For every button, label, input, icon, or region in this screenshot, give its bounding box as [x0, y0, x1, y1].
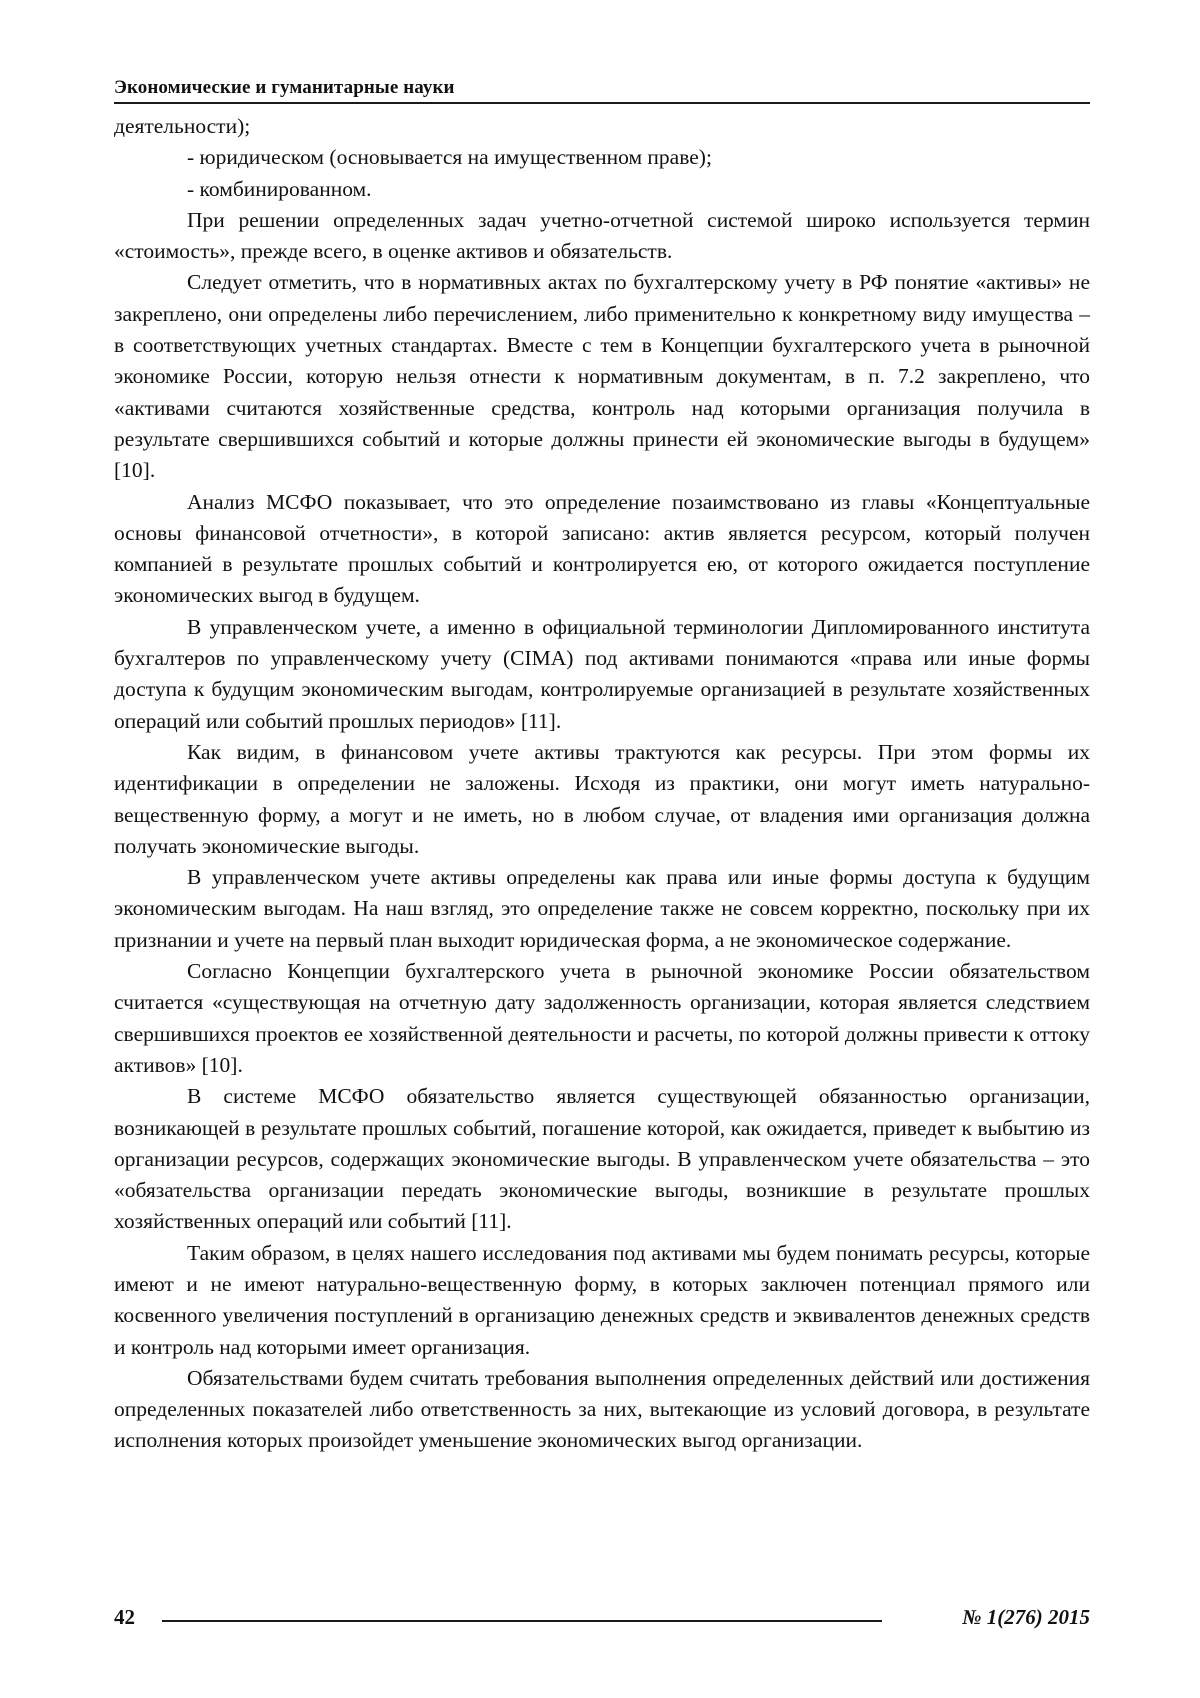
footer-divider: [162, 1620, 882, 1622]
list-item-combined: - комбинированном.: [114, 174, 1090, 205]
paragraph-continuation: деятельности);: [114, 111, 1090, 142]
issue-number: № 1(276) 2015: [962, 1605, 1090, 1630]
page-footer: [114, 1605, 1090, 1639]
page-number: 42: [114, 1605, 135, 1630]
paragraph: При решении определенных задач учетно-отчетной системой широко используется термин «стоимость», прежде всего, в оценке активов и обязательств.: [114, 205, 1090, 268]
paragraph: Как видим, в финансовом учете активы трактуются как ресурсы. При этом формы их идентификации в определении не заложены. Исходя из практики, они могут иметь натурально-вещественную форму, а могут и не иметь, но в любом случае, от владения ими организация должна получать экономические выгоды.: [114, 737, 1090, 862]
article-body: [114, 111, 1090, 1457]
paragraph: В управленческом учете активы определены как права или иные формы доступа к будущим экономическим выгодам. На наш взгляд, это определение также не совсем корректно, поскольку при их признании и учете на первый план выходит юридическая форма, а не экономическое содержание.: [114, 862, 1090, 956]
paragraph: В системе МСФО обязательство является существующей обязанностью организации, возникающей в результате прошлых событий, погашение которой, как ожидается, приведет к выбытию из организации ресурсов, содержащих экономические выгоды. В управленческом учете обязательства – это «обязательства организации передать экономические выгоды, возникшие в результате прошлых хозяйственных операций или событий [11].: [114, 1081, 1090, 1237]
paragraph: Согласно Концепции бухгалтерского учета в рыночной экономике России обязательством считается «существующая на отчетную дату задолженность организации, которая является следствием свершившихся проектов ее хозяйственной деятельности и расчеты, по которой должны привести к оттоку активов» [10].: [114, 956, 1090, 1081]
running-header: [114, 72, 1090, 104]
paragraph: Следует отметить, что в нормативных актах по бухгалтерскому учету в РФ понятие «активы» не закреплено, они определены либо перечислением, либо применительно к конкретному виду имущества – в соответствующих учетных стандартах. Вместе с тем в Концепции бухгалтерского учета в рыночной экономике России, которую нельзя отнести к нормативным документам, в п. 7.2 закреплено, что «активами считаются хозяйственные средства, контроль над которыми организация получила в результате свершившихся событий и которые должны принести ей экономические выгоды в будущем» [10].: [114, 267, 1090, 486]
paragraph: Обязательствами будем считать требования выполнения определенных действий или достижения определенных показателей либо ответственность за них, вытекающие из условий договора, в результате исполнения которых произойдет уменьшение экономических выгод организации.: [114, 1363, 1090, 1457]
paragraph: В управленческом учете, а именно в официальной терминологии Дипломированного института бухгалтеров по управленческому учету (CIMA) под активами понимаются «права или иные формы доступа к будущим экономическим выгодам, контролируемые организацией в результате хозяйственных операций или событий прошлых периодов» [11].: [114, 612, 1090, 737]
journal-title: Экономические и гуманитарные науки: [114, 77, 455, 99]
journal-page: [0, 0, 1200, 1698]
paragraph: Анализ МСФО показывает, что это определение позаимствовано из главы «Концептуальные основы финансовой отчетности», в которой записано: актив является ресурсом, который получен компанией в результате прошлых событий и контролируется ею, от которого ожидается поступление экономических выгод в будущем.: [114, 487, 1090, 612]
list-item-legal: - юридическом (основывается на имущественном праве);: [114, 142, 1090, 173]
paragraph: Таким образом, в целях нашего исследования под активами мы будем понимать ресурсы, которые имеют и не имеют натурально-вещественную форму, в которых заключен потенциал прямого или косвенного увеличения поступлений в организацию денежных средств и эквивалентов денежных средств и контроль над которыми имеет организация.: [114, 1238, 1090, 1363]
